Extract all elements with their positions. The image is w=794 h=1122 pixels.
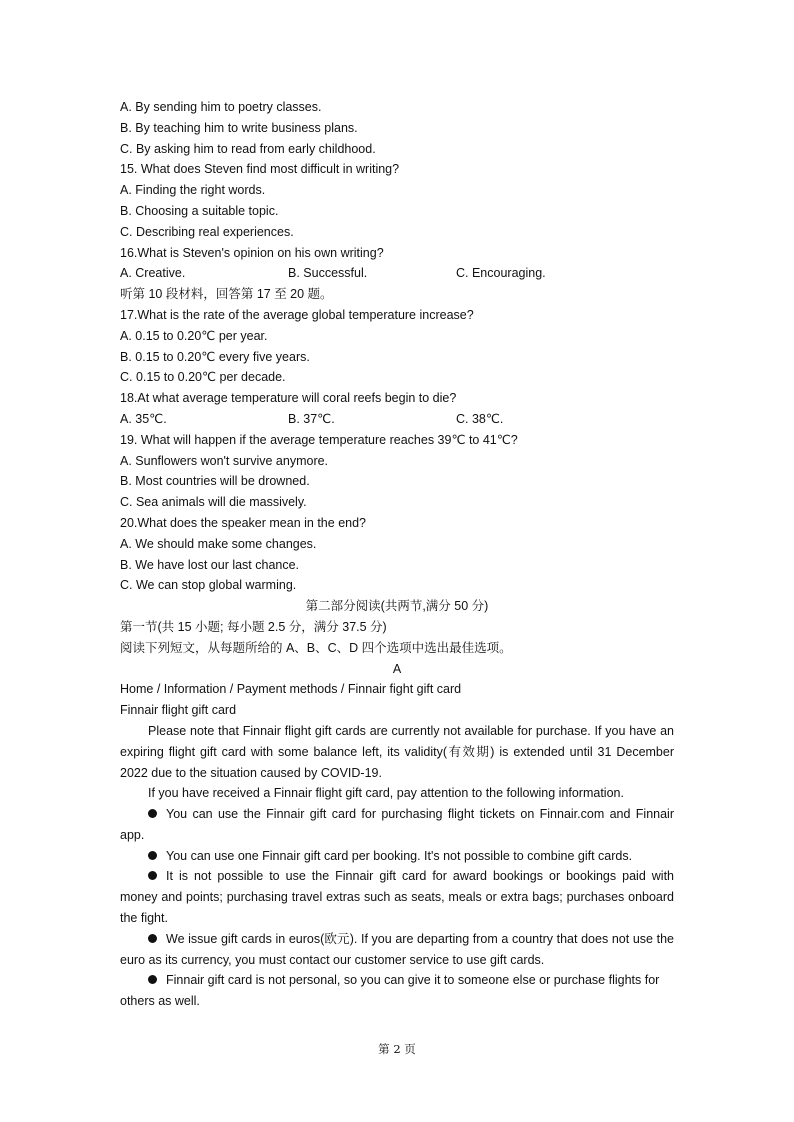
option-line: B. By teaching him to write business plans. — [120, 120, 358, 135]
option-line: B. We have lost our last chance. — [120, 557, 300, 572]
options-row-16 — [120, 263, 674, 284]
paragraph: If you have received a Finnair flight gift card, pay attention to the following information. — [148, 786, 624, 801]
bullet-icon — [148, 871, 157, 880]
option-line: C. 0.15 to 0.20℃ per decade. — [120, 370, 286, 385]
option-a: A. Creative. — [120, 266, 186, 281]
option-c: C. Encouraging. — [456, 266, 546, 281]
option-b: B. 37℃. — [288, 411, 335, 426]
section-instruction: 听第 10 段材料，回答第 17 至 20 题。 — [120, 287, 333, 302]
option-line: B. Most countries will be drowned. — [120, 474, 310, 489]
option-line: C. We can stop global warming. — [120, 578, 297, 593]
question-15: 15. What does Steven find most difficult in writing? — [120, 162, 400, 177]
question-17: 17.What is the rate of the average global temperature increase? — [120, 307, 474, 322]
question-19: 19. What will happen if the average temperature reaches 39℃ to 41℃? — [120, 432, 518, 447]
bullet-icon — [148, 975, 157, 984]
bullet-item — [120, 846, 674, 867]
bullet-text: It is not possible to use the Finnair gift card for award bookings or bookings paid with money and points; purchasing travel extras such as seats, meals or extra bags; purchases onboard the fight. — [120, 869, 674, 926]
option-line: B. Choosing a suitable topic. — [120, 203, 279, 218]
part-heading: 第二部分阅读(共两节,满分 50 分) — [305, 599, 489, 614]
bullet-item — [120, 804, 674, 846]
option-line: C. Describing real experiences. — [120, 224, 294, 239]
page-content — [120, 97, 674, 1012]
passage-title: Finnair flight gift card — [120, 703, 237, 718]
bullet-text: Finnair gift card is not personal, so you can give it to someone else or purchase flights for others as well. — [120, 973, 660, 1009]
bullet-item — [120, 929, 674, 971]
bullet-item — [120, 970, 674, 1012]
option-line: A. Sunflowers won't survive anymore. — [120, 453, 329, 468]
bullet-text: You can use the Finnair gift card for purchasing flight tickets on Finnair.com and Finnair app. — [120, 807, 674, 842]
option-line: B. 0.15 to 0.20℃ every five years. — [120, 349, 310, 364]
breadcrumb: Home / Information / Payment methods / Finnair fight gift card — [120, 682, 462, 697]
option-line: C. By asking him to read from early childhood. — [120, 141, 376, 156]
option-b: B. Successful. — [288, 266, 368, 281]
bullet-icon — [148, 851, 157, 860]
question-16: 16.What is Steven's opinion on his own writing? — [120, 245, 384, 260]
section-heading: 第一节(共 15 小题; 每小题 2.5 分，满分 37.5 分) — [120, 619, 387, 634]
bullet-item — [120, 866, 674, 928]
option-line: A. Finding the right words. — [120, 183, 266, 198]
bullet-text: We issue gift cards in euros(欧元). If you are departing from a country that does not use the euro as its currency, you must contact our customer service to use gift cards. — [120, 931, 674, 967]
bullet-icon — [148, 934, 157, 943]
option-c: C. 38℃. — [456, 411, 504, 426]
page-number: 第 2 页 — [378, 1042, 416, 1056]
option-line: A. We should make some changes. — [120, 536, 317, 551]
question-20: 20.What does the speaker mean in the end? — [120, 515, 366, 530]
paragraph: Please note that Finnair flight gift cards are currently not available for purchase. If you have an expiring flight gift card with some balance left, its validity(有效期) is extended until 31 December 2022 due to the situation caused by COVID-19. — [120, 723, 674, 780]
question-18: 18.At what average temperature will coral reefs begin to die? — [120, 391, 457, 406]
option-line: A. By sending him to poetry classes. — [120, 100, 322, 114]
option-a: A. 35℃. — [120, 411, 167, 426]
passage-label: A — [392, 661, 402, 676]
option-line: C. Sea animals will die massively. — [120, 495, 307, 510]
options-row-18 — [120, 409, 674, 430]
bullet-icon — [148, 809, 157, 818]
reading-instruction: 阅读下列短文，从每题所给的 A、B、C、D 四个选项中选出最佳选项。 — [120, 640, 512, 655]
bullet-text: You can use one Finnair gift card per booking. It's not possible to combine gift cards. — [166, 848, 633, 863]
option-line: A. 0.15 to 0.20℃ per year. — [120, 328, 268, 343]
